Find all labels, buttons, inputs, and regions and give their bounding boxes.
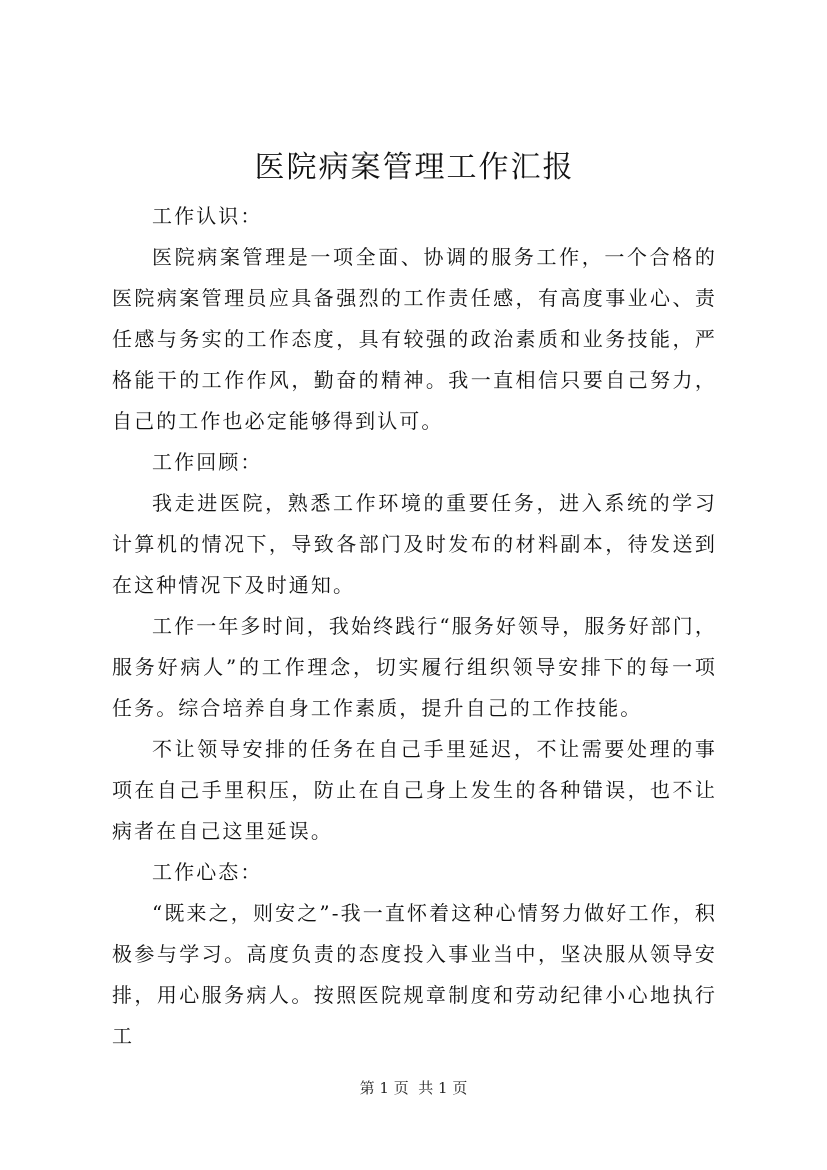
document-title: 医院病案管理工作汇报: [254, 150, 575, 185]
page-number-label: 第 1 页 共 1 页: [359, 1079, 468, 1097]
paragraph: “既来之，则安之”-我一直怀着这种心情努力做好工作，积极参与学习。高度负责的态度投入事业当中，坚决服从领导安排，用心服务病人。按照医院规章制度和劳动纪律小心地执行工: [112, 901, 717, 1048]
page-footer: [0, 1078, 827, 1098]
paragraph: 工作一年多时间，我始终践行“服务好领导，服务好部门，服务好病人”的工作理念，切实履行组织领导安排下的每一项任务。综合培养自身工作素质，提升自己的工作技能。: [112, 614, 717, 720]
section-heading-work-understanding: 工作认识：: [152, 204, 263, 228]
document-body: [112, 196, 717, 1057]
paragraph: 我走进医院，熟悉工作环境的重要任务，进入系统的学习计算机的情况下，导致各部门及时发布的材料副本，待发送到在这种情况下及时通知。: [112, 491, 717, 597]
section-heading-work-review: 工作回顾：: [152, 450, 263, 474]
section-heading-work-mindset: 工作心态：: [152, 860, 263, 884]
paragraph: 医院病案管理是一项全面、协调的服务工作，一个合格的医院病案管理员应具备强烈的工作责任感，有高度事业心、责任感与务实的工作态度，具有较强的政治素质和业务技能，严格能干的工作作风，勤奋的精神。我一直相信只要自己努力，自己的工作也必定能够得到认可。: [112, 245, 717, 433]
paragraph: 不让领导安排的任务在自己手里延迟，不让需要处理的事项在自己手里积压，防止在自己身上发生的各种错误，也不让病者在自己这里延误。: [112, 737, 717, 843]
